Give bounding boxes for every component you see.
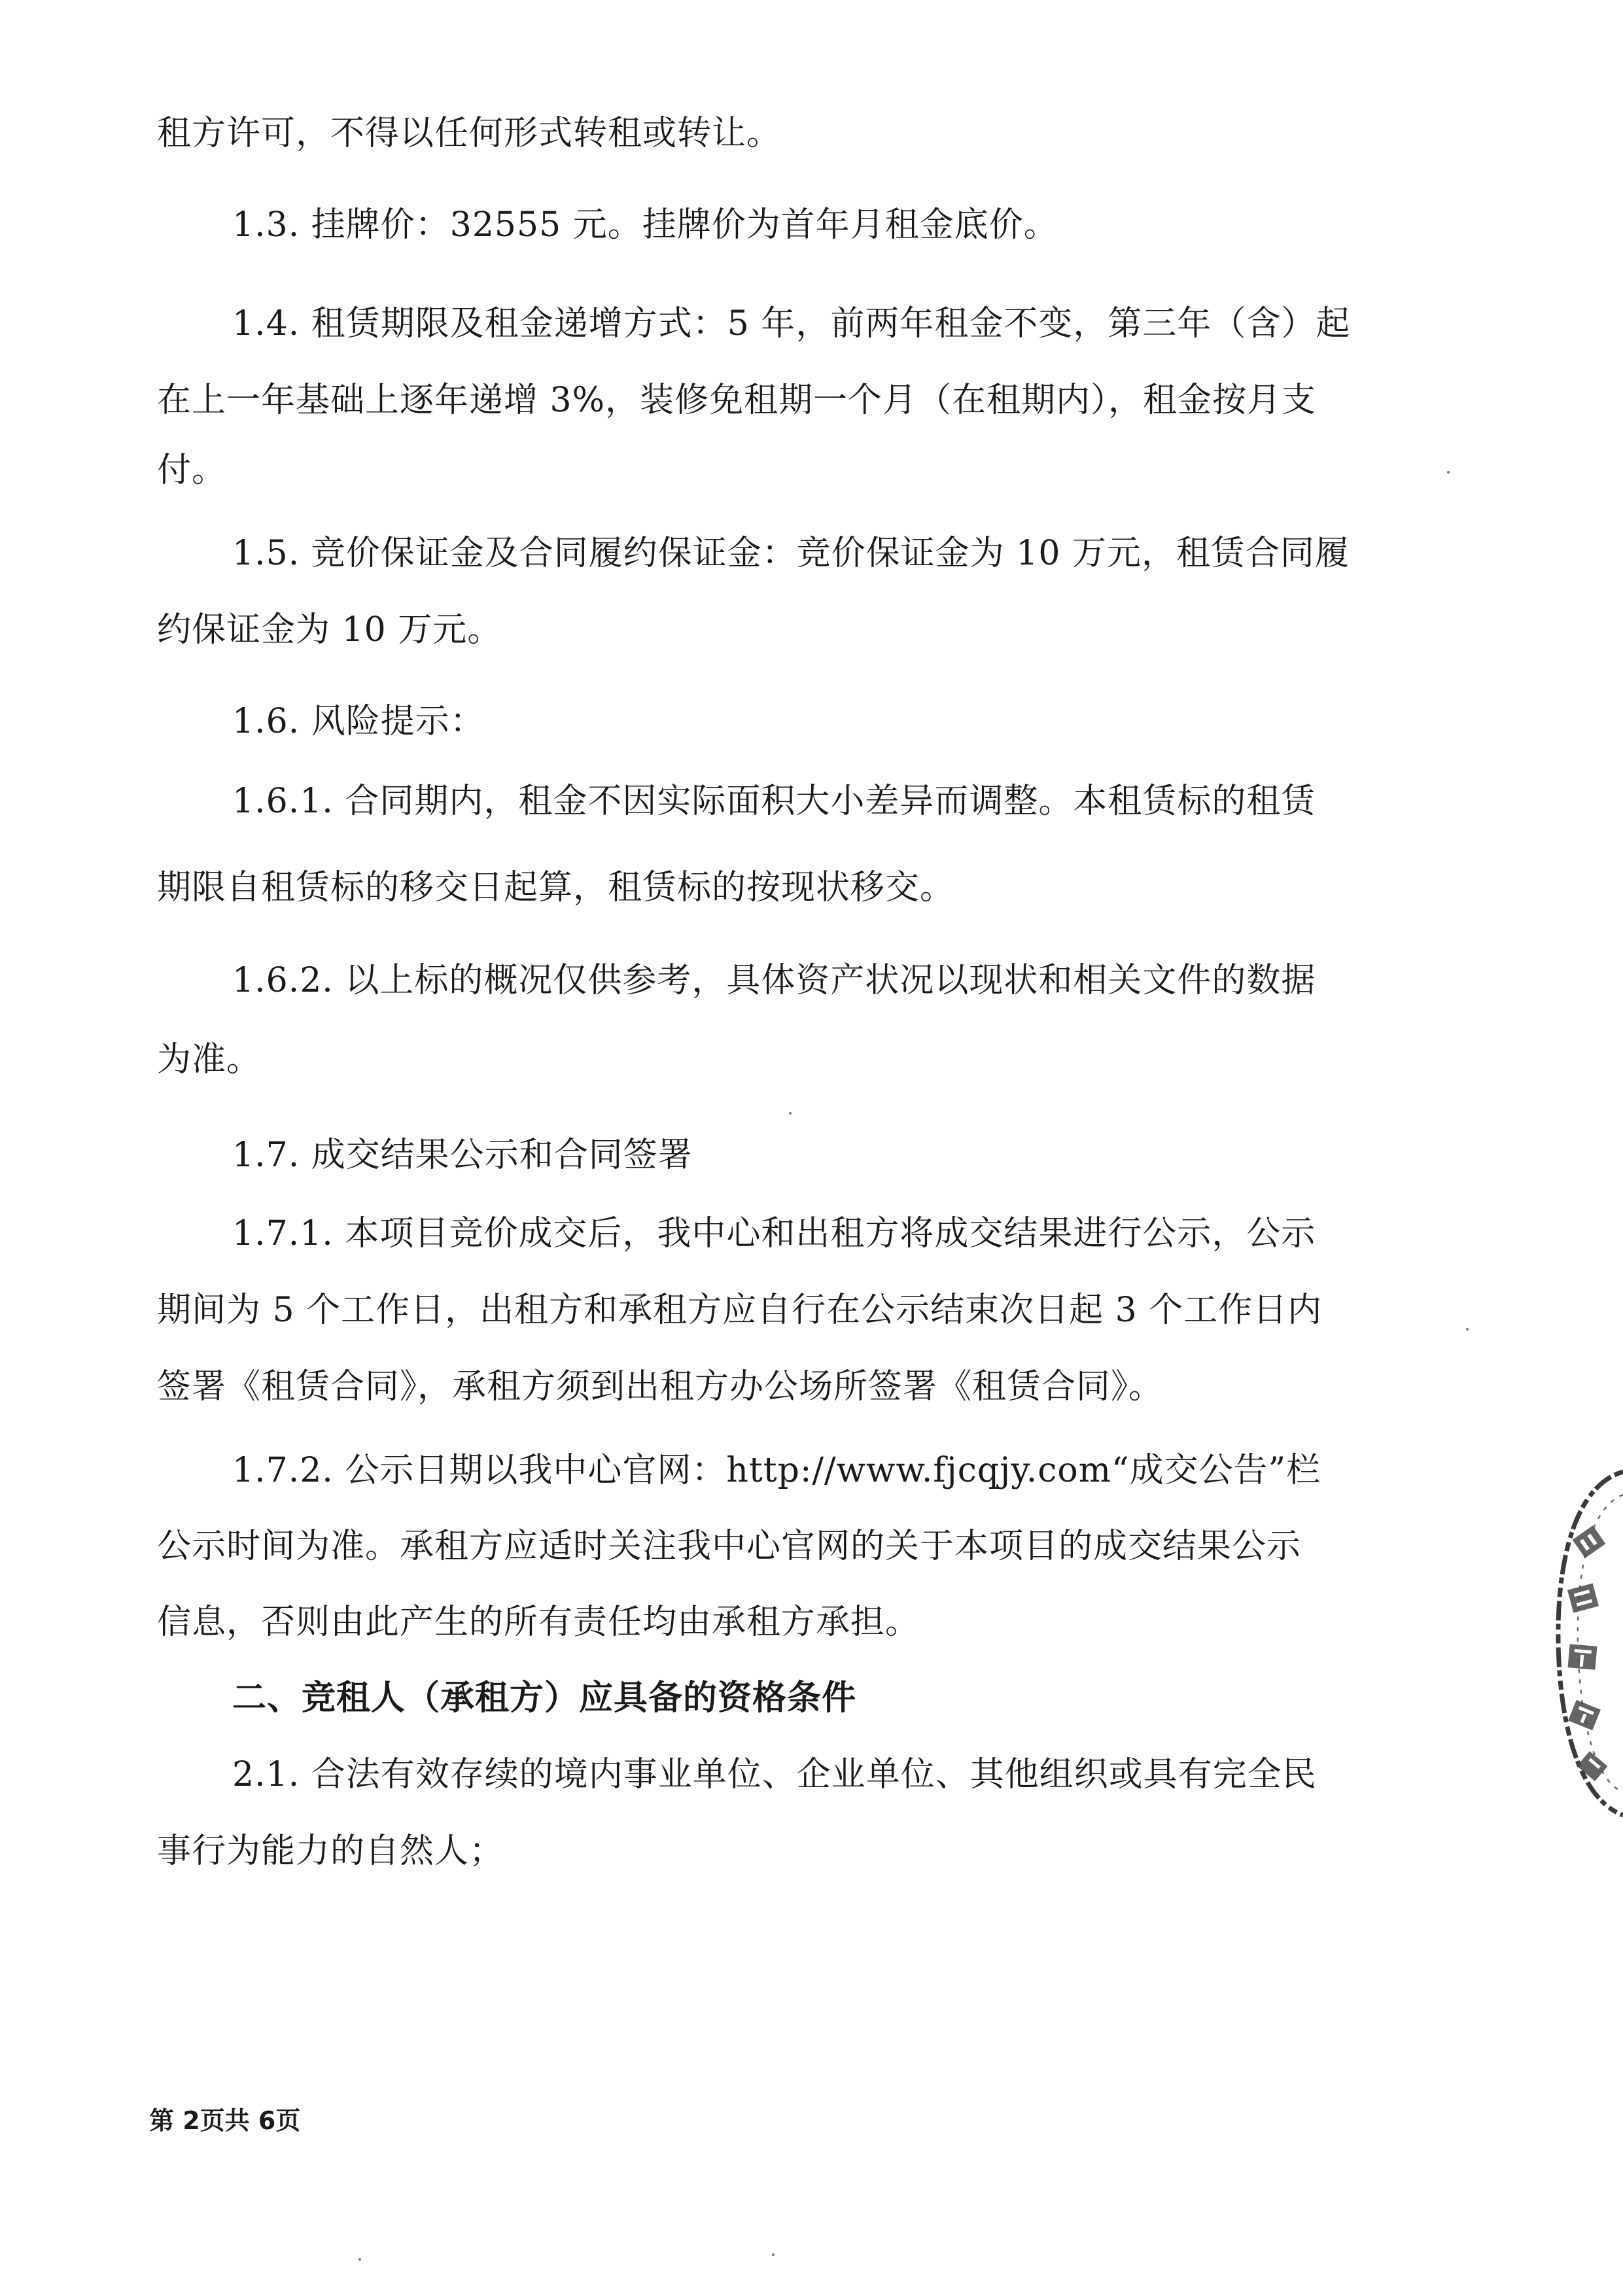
seal-stamp-graphic <box>1550 1459 1623 1825</box>
scan-speck <box>772 2253 775 2256</box>
text-line-17: 1.7.2. 公示日期以我中心官网：http://www.fjcqjy.com“成交公告”栏 <box>232 1451 1321 1490</box>
text-line-15: 期间为 5 个工作日，出租方和承租方应自行在公示结束次日起 3 个工作日内 <box>157 1291 1323 1330</box>
text-line-5: 付。 <box>157 451 227 490</box>
seal-stamp-partial <box>1550 1459 1623 1825</box>
text-line-18: 公示时间为准。承租方应适时关注我中心官网的关于本项目的成交结果公示 <box>157 1527 1302 1566</box>
text-line-19: 信息，否则由此产生的所有责任均由承租方承担。 <box>157 1603 920 1642</box>
text-line-4: 在上一年基础上逐年递增 3%，装修免租期一个月（在租期内），租金按月支 <box>157 381 1317 420</box>
text-line-1: 租方许可，不得以任何形式转租或转让。 <box>157 114 782 153</box>
scan-speck <box>358 2258 361 2261</box>
text-line-10: 期限自租赁标的移交日起算，租赁标的按现状移交。 <box>157 868 955 907</box>
text-line-13: 1.7. 成交结果公示和合同签署 <box>232 1136 693 1175</box>
section-heading-qualifications: 二、竞租人（承租方）应具备的资格条件 <box>232 1679 857 1718</box>
text-line-12: 为准。 <box>157 1040 262 1079</box>
text-line-14: 1.7.1. 本项目竞价成交后，我中心和出租方将成交结果进行公示，公示 <box>232 1214 1316 1253</box>
text-line-2: 1.3. 挂牌价：32555 元。挂牌价为首年月租金底价。 <box>232 205 1058 245</box>
text-line-22: 事行为能力的自然人； <box>157 1832 504 1871</box>
scan-speck <box>1466 1328 1469 1331</box>
text-line-8: 1.6. 风险提示： <box>232 702 485 741</box>
text-line-7: 约保证金为 10 万元。 <box>157 610 502 650</box>
scan-speck <box>789 1112 792 1115</box>
text-line-21: 2.1. 合法有效存续的境内事业单位、企业单位、其他组织或具有完全民 <box>232 1755 1317 1794</box>
text-line-3: 1.4. 租赁期限及租金递增方式：5 年，前两年租金不变，第三年（含）起 <box>232 304 1351 343</box>
text-line-16: 签署《租赁合同》，承租方须到出租方办公场所签署《租赁合同》。 <box>157 1367 1164 1406</box>
text-line-11: 1.6.2. 以上标的概况仅供参考，具体资产状况以现状和相关文件的数据 <box>232 961 1316 1000</box>
text-line-6: 1.5. 竞价保证金及合同履约保证金：竞价保证金为 10 万元，租赁合同履 <box>232 534 1350 573</box>
text-line-9: 1.6.1. 合同期内，租金不因实际面积大小差异而调整。本租赁标的租赁 <box>232 782 1316 821</box>
page-number-footer: 第 2页共 6页 <box>149 2106 301 2135</box>
scan-speck <box>1447 471 1450 474</box>
